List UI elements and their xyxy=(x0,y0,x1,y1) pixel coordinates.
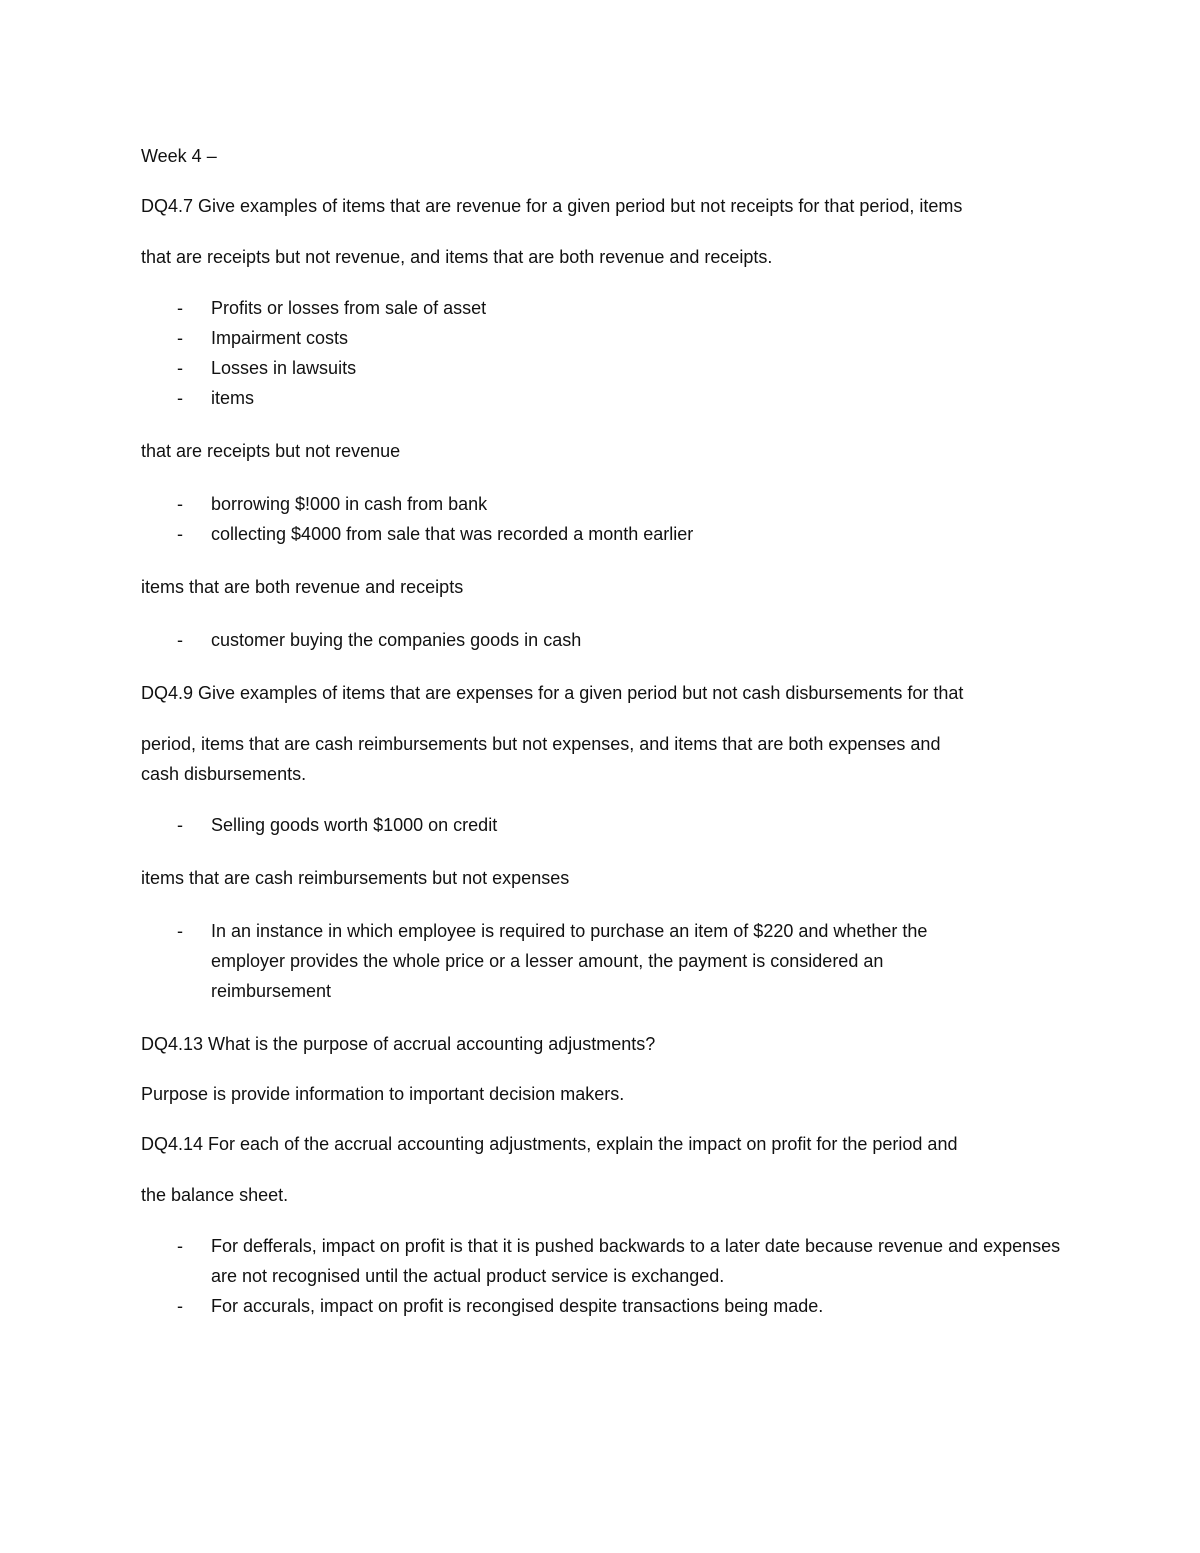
list-item: - customer buying the companies goods in cash xyxy=(141,625,1071,655)
list-item: - Selling goods worth $1000 on credit xyxy=(141,810,1071,840)
question-line: the balance sheet. xyxy=(141,1185,289,1205)
subheading-receipts-not-revenue: that are receipts but not revenue xyxy=(141,441,401,461)
list-item: - Profits or losses from sale of asset xyxy=(141,293,1071,323)
question-dq4-7 xyxy=(141,194,1071,269)
receipts-not-revenue-list xyxy=(141,489,1071,549)
list-item: - items xyxy=(141,383,1071,413)
question-line: period, items that are cash reimbursements but not expenses, and items that are both expenses and xyxy=(141,734,941,754)
question-line: cash disbursements. xyxy=(141,764,307,784)
question-dq4-14 xyxy=(141,1132,1071,1207)
question-line: DQ4.7 Give examples of items that are revenue for a given period but not receipts for that period, items xyxy=(141,196,963,216)
document-body xyxy=(141,144,1071,1347)
answer-dq4-13: Purpose is provide information to important decision makers. xyxy=(141,1084,625,1104)
list-item: - Impairment costs xyxy=(141,323,1071,353)
subheading-both-revenue-receipts: items that are both revenue and receipts xyxy=(141,577,464,597)
list-item: - collecting $4000 from sale that was recorded a month earlier xyxy=(141,519,1071,549)
both-revenue-receipts-list xyxy=(141,625,1071,655)
question-dq4-13: DQ4.13 What is the purpose of accrual accounting adjustments? xyxy=(141,1034,656,1054)
reimbursements-list xyxy=(141,916,1021,1006)
question-line: that are receipts but not revenue, and items that are both revenue and receipts. xyxy=(141,247,773,267)
question-dq4-9 xyxy=(141,681,1071,786)
list-item: - borrowing $!000 in cash from bank xyxy=(141,489,1071,519)
question-line: DQ4.14 For each of the accrual accounting adjustments, explain the impact on profit for the period and xyxy=(141,1134,958,1154)
revenue-not-receipts-list xyxy=(141,293,1071,413)
list-item: - In an instance in which employee is required to purchase an item of $220 and whether the employer provides the whole price or a lesser amount, the payment is considered an reimbursement xyxy=(141,916,1021,1006)
question-line: DQ4.9 Give examples of items that are expenses for a given period but not cash disbursements for that xyxy=(141,683,964,703)
subheading-reimbursements-not-expenses: items that are cash reimbursements but not expenses xyxy=(141,868,570,888)
expenses-not-disbursements-list xyxy=(141,810,1071,840)
accrual-impact-list xyxy=(141,1231,1071,1321)
list-item: - For accurals, impact on profit is recongised despite transactions being made. xyxy=(141,1291,1071,1321)
list-item: - For defferals, impact on profit is that it is pushed backwards to a later date because revenue and expenses are not recognised until the actual product service is exchanged. xyxy=(141,1231,1071,1291)
list-item: - Losses in lawsuits xyxy=(141,353,1071,383)
page-heading: Week 4 – xyxy=(141,146,217,166)
